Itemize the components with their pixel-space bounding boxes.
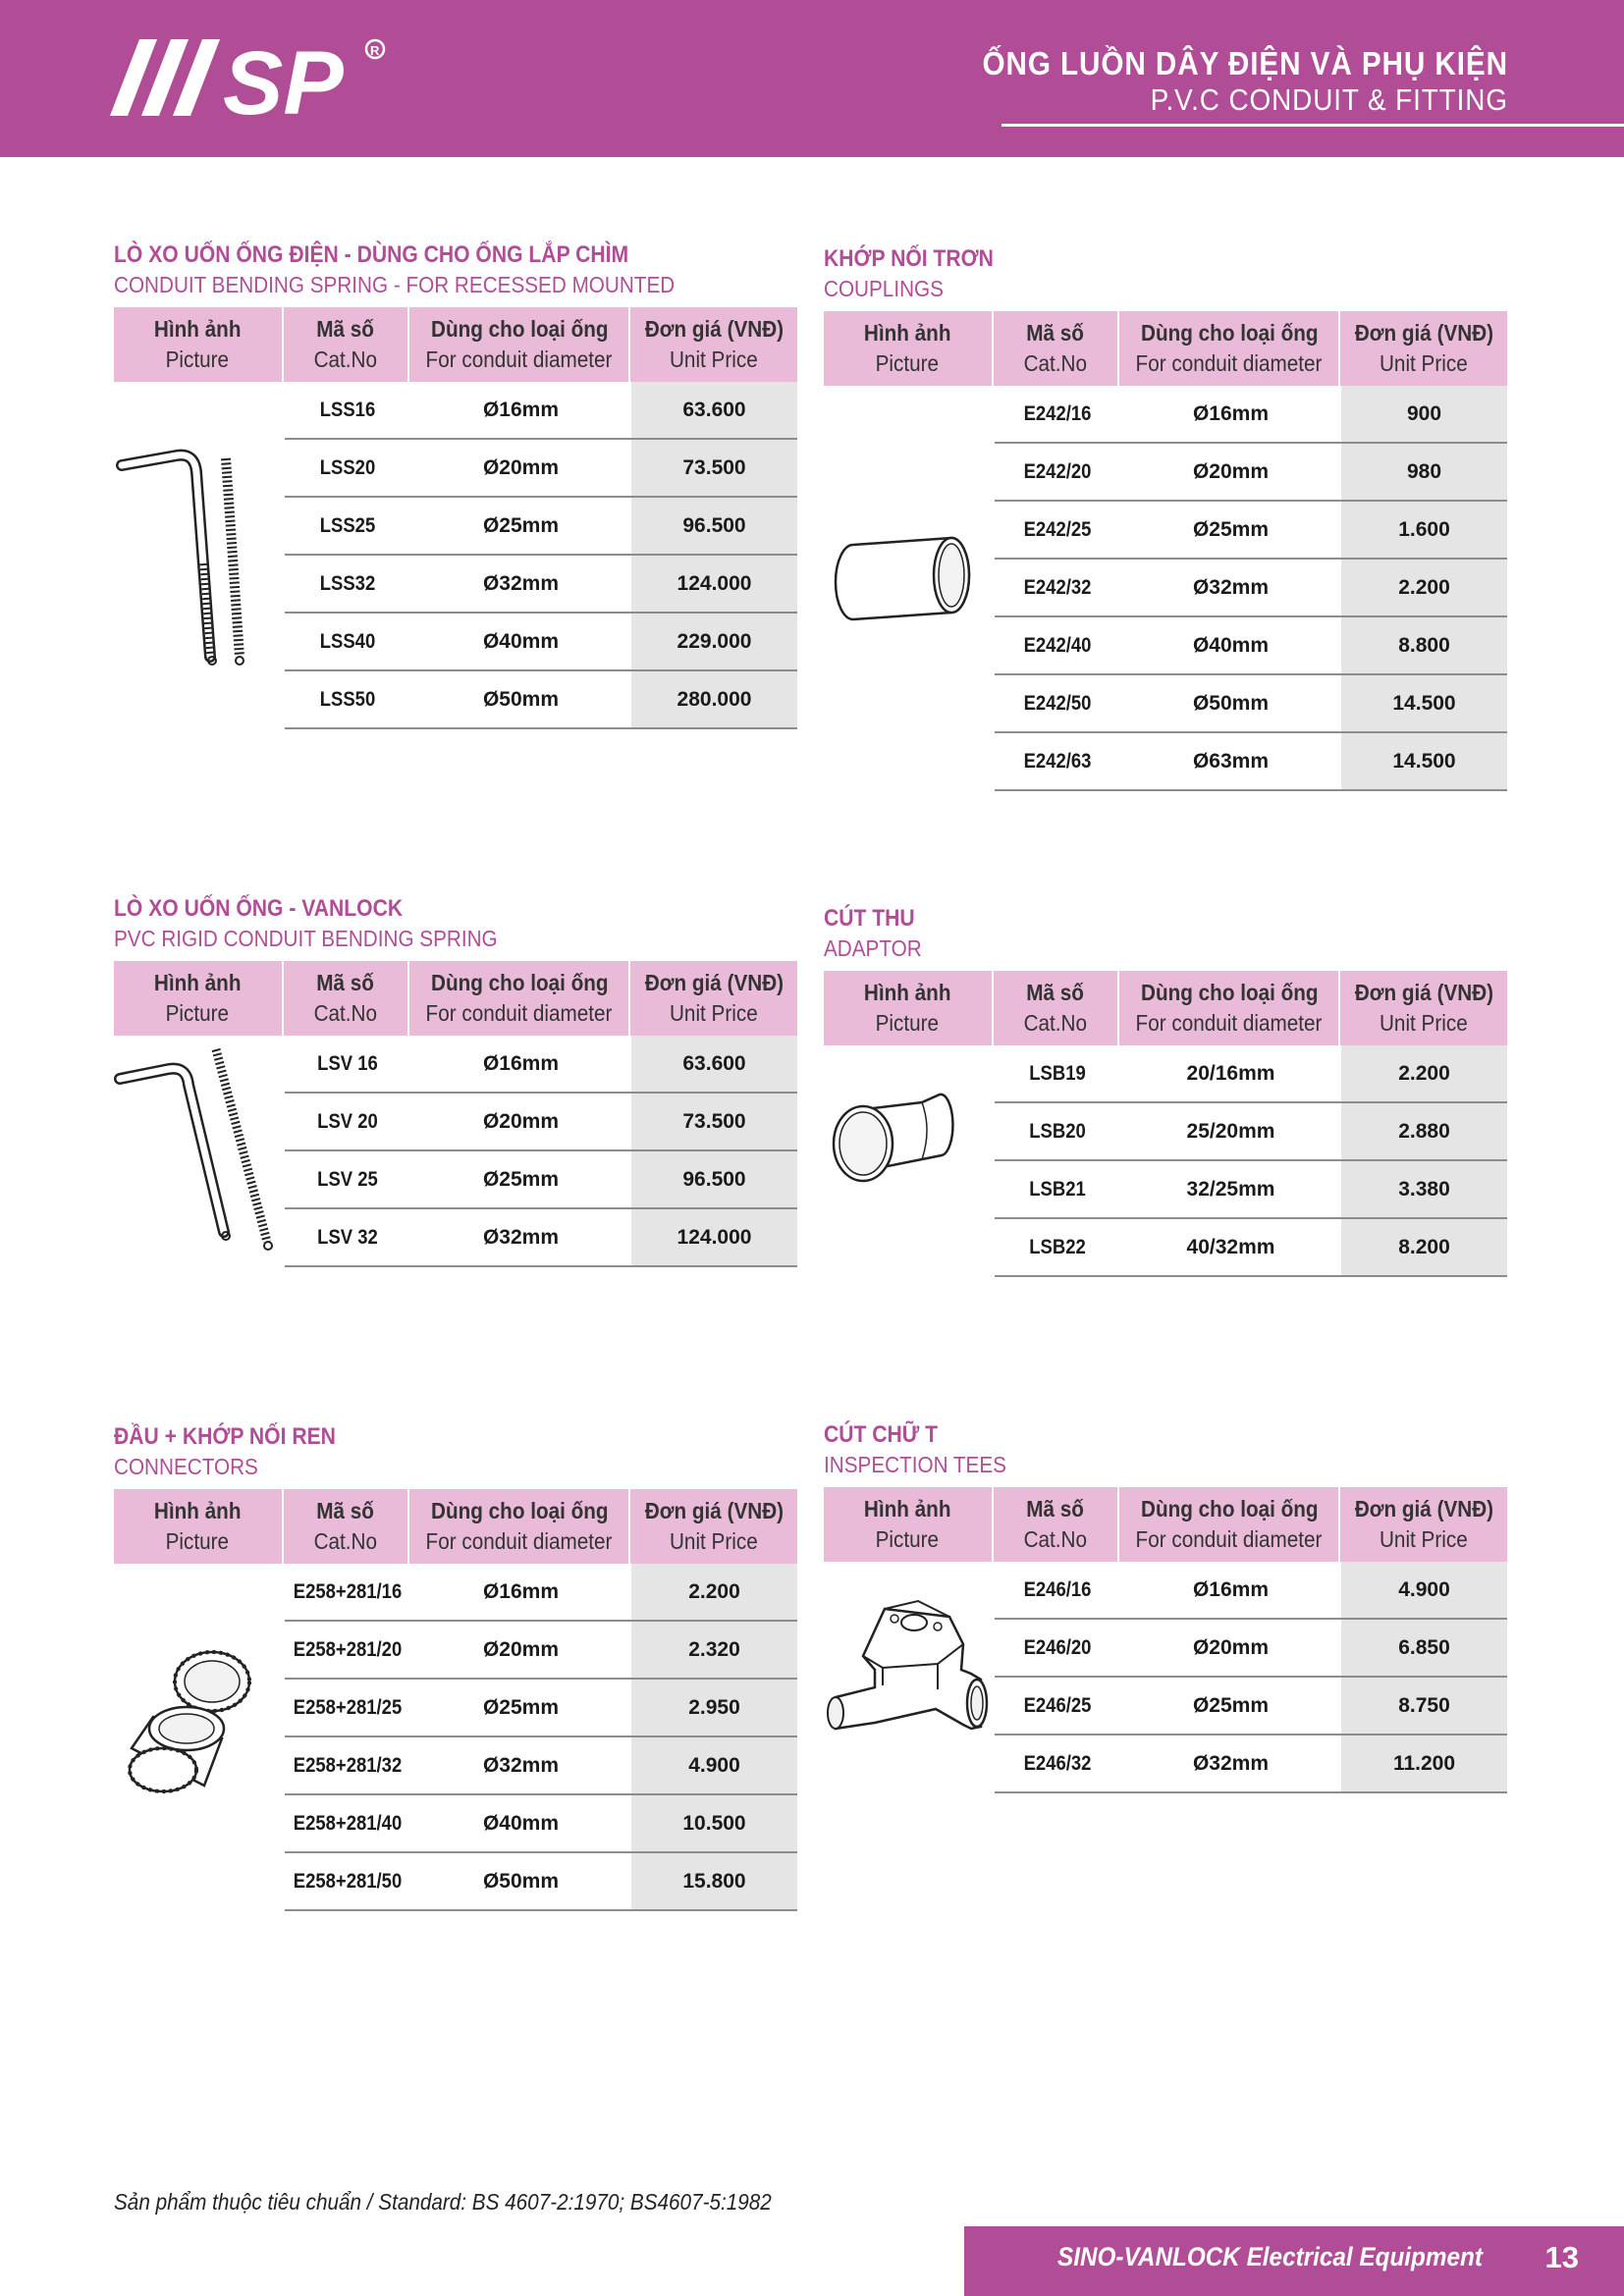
section-title-vi: ĐẦU + KHỚP NỐI REN xyxy=(114,1423,336,1450)
header-title-vi: ỐNG LUỒN DÂY ĐIỆN VÀ PHỤ KIỆN xyxy=(982,45,1508,81)
th-diameter: Dùng cho loại ống For conduit diameter xyxy=(409,307,630,382)
table-rows xyxy=(995,1045,1507,1277)
th-cat-no: Mã số Cat.No xyxy=(284,1489,410,1564)
th-diameter: Dùng cho loại ống For conduit diameter xyxy=(1119,971,1340,1045)
th-picture: Hình ảnh Picture xyxy=(114,1489,284,1564)
svg-text:SP: SP xyxy=(223,33,344,123)
product-picture-adaptor xyxy=(824,1045,995,1277)
th-diameter: Dùng cho loại ống For conduit diameter xyxy=(409,1489,630,1564)
section-title-en: INSPECTION TEES xyxy=(824,1452,1006,1477)
th-diameter: Dùng cho loại ống For conduit diameter xyxy=(1119,1487,1340,1562)
th-picture: Hình ảnh Picture xyxy=(824,1487,994,1562)
section-title-en: COUPLINGS xyxy=(824,276,944,301)
th-unit-price: Đơn giá (VNĐ) Unit Price xyxy=(644,970,784,1026)
table-row: LSB20 25/20mm 2.880 xyxy=(995,1103,1507,1161)
page-number: 13 xyxy=(1544,2240,1579,2274)
table-row: E258+281/16 Ø16mm 2.200 xyxy=(285,1564,797,1622)
table-header xyxy=(824,971,1507,1045)
header-divider xyxy=(1001,124,1624,127)
section-vanlock-bending-spring xyxy=(114,894,797,1267)
product-picture-inspection-tee xyxy=(824,1562,995,1793)
table-row: LSS16 Ø16mm 63.600 xyxy=(285,382,797,440)
header-title-en: P.V.C CONDUIT & FITTING xyxy=(1150,82,1508,117)
table-row: E258+281/40 Ø40mm 10.500 xyxy=(285,1795,797,1853)
table-row: LSV 16 Ø16mm 63.600 xyxy=(285,1036,797,1094)
table-row: LSS32 Ø32mm 124.000 xyxy=(285,556,797,614)
section-title-en: ADAPTOR xyxy=(824,935,922,961)
product-picture-bending-spring xyxy=(114,382,285,729)
table-rows xyxy=(285,1036,797,1267)
table-row: LSS20 Ø20mm 73.500 xyxy=(285,440,797,498)
th-unit-price: Đơn giá (VNĐ) Unit Price xyxy=(644,1498,784,1554)
th-picture: Hình ảnh Picture xyxy=(824,971,994,1045)
price-table xyxy=(114,1489,797,1911)
table-header xyxy=(114,961,797,1036)
table-rows xyxy=(285,382,797,729)
table-rows xyxy=(995,386,1507,791)
th-unit-price: Đơn giá (VNĐ) Unit Price xyxy=(1354,320,1493,376)
header-title xyxy=(924,45,1508,118)
table-row: E242/63 Ø63mm 14.500 xyxy=(995,733,1507,791)
table-header xyxy=(824,1487,1507,1562)
section-adaptor xyxy=(824,904,1507,1277)
table-row: E258+281/50 Ø50mm 15.800 xyxy=(285,1853,797,1911)
table-row: E246/25 Ø25mm 8.750 xyxy=(995,1678,1507,1735)
section-title-vi: KHỚP NỐI TRƠN xyxy=(824,245,994,272)
th-picture: Hình ảnh Picture xyxy=(114,961,284,1036)
table-row: E258+281/25 Ø25mm 2.950 xyxy=(285,1680,797,1737)
standard-note: Sản phẩm thuộc tiêu chuẩn / Standard: BS 4607-2:1970; BS4607-5:1982 xyxy=(114,2189,772,2215)
th-cat-no: Mã số Cat.No xyxy=(284,307,410,382)
table-row: E258+281/32 Ø32mm 4.900 xyxy=(285,1737,797,1795)
svg-text:R: R xyxy=(370,43,380,58)
product-picture-connector xyxy=(114,1564,285,1911)
product-picture-coupling xyxy=(824,386,995,791)
section-title-vi: CÚT CHỮ T xyxy=(824,1421,939,1448)
price-table xyxy=(114,307,797,729)
th-cat-no: Mã số Cat.No xyxy=(994,971,1120,1045)
table-row: E258+281/20 Ø20mm 2.320 xyxy=(285,1622,797,1680)
table-row: LSB19 20/16mm 2.200 xyxy=(995,1045,1507,1103)
page-header xyxy=(0,0,1624,157)
section-title-vi: CÚT THU xyxy=(824,905,915,932)
section-connectors xyxy=(114,1422,797,1911)
page-footer xyxy=(964,2226,1624,2296)
section-inspection-tees xyxy=(824,1420,1507,1793)
table-row: LSS40 Ø40mm 229.000 xyxy=(285,614,797,671)
table-row: E246/16 Ø16mm 4.900 xyxy=(995,1562,1507,1620)
table-row: LSS50 Ø50mm 280.000 xyxy=(285,671,797,729)
table-row: LSV 32 Ø32mm 124.000 xyxy=(285,1209,797,1267)
section-title-en: PVC RIGID CONDUIT BENDING SPRING xyxy=(114,926,498,951)
th-picture: Hình ảnh Picture xyxy=(114,307,284,382)
th-cat-no: Mã số Cat.No xyxy=(994,1487,1120,1562)
table-row: LSV 25 Ø25mm 96.500 xyxy=(285,1151,797,1209)
table-row: E242/20 Ø20mm 980 xyxy=(995,444,1507,502)
th-picture: Hình ảnh Picture xyxy=(824,311,994,386)
th-unit-price: Đơn giá (VNĐ) Unit Price xyxy=(1354,1496,1493,1552)
table-row: LSB21 32/25mm 3.380 xyxy=(995,1161,1507,1219)
table-row: LSB22 40/32mm 8.200 xyxy=(995,1219,1507,1277)
table-row: LSV 20 Ø20mm 73.500 xyxy=(285,1094,797,1151)
price-table xyxy=(824,1487,1507,1793)
table-rows xyxy=(285,1564,797,1911)
table-rows xyxy=(995,1562,1507,1793)
product-picture-vanlock-spring xyxy=(114,1036,285,1267)
price-table xyxy=(114,961,797,1267)
table-row: LSS25 Ø25mm 96.500 xyxy=(285,498,797,556)
table-header xyxy=(824,311,1507,386)
table-header xyxy=(114,1489,797,1564)
section-couplings xyxy=(824,244,1507,791)
th-cat-no: Mã số Cat.No xyxy=(994,311,1120,386)
sp-logo xyxy=(110,29,405,123)
section-title-en: CONDUIT BENDING SPRING - FOR RECESSED MOUNTED xyxy=(114,272,676,297)
table-row: E242/40 Ø40mm 8.800 xyxy=(995,617,1507,675)
th-diameter: Dùng cho loại ống For conduit diameter xyxy=(1119,311,1340,386)
section-title-vi: LÒ XO UỐN ỐNG ĐIỆN - DÙNG CHO ỐNG LẮP CHÌM xyxy=(114,241,629,268)
th-cat-no: Mã số Cat.No xyxy=(284,961,410,1036)
table-row: E242/16 Ø16mm 900 xyxy=(995,386,1507,444)
section-title-vi: LÒ XO UỐN ỐNG - VANLOCK xyxy=(114,895,404,922)
th-unit-price: Đơn giá (VNĐ) Unit Price xyxy=(1354,980,1493,1036)
section-title-en: CONNECTORS xyxy=(114,1454,258,1479)
table-row: E246/20 Ø20mm 6.850 xyxy=(995,1620,1507,1678)
table-row: E242/32 Ø32mm 2.200 xyxy=(995,560,1507,617)
footer-brand: SINO-VANLOCK Electrical Equipment xyxy=(1057,2242,1483,2271)
section-recessed-bending-spring xyxy=(114,240,797,729)
table-header xyxy=(114,307,797,382)
th-unit-price: Đơn giá (VNĐ) Unit Price xyxy=(644,316,784,372)
th-diameter: Dùng cho loại ống For conduit diameter xyxy=(409,961,630,1036)
table-row: E246/32 Ø32mm 11.200 xyxy=(995,1735,1507,1793)
price-table xyxy=(824,971,1507,1277)
table-row: E242/50 Ø50mm 14.500 xyxy=(995,675,1507,733)
price-table xyxy=(824,311,1507,791)
table-row: E242/25 Ø25mm 1.600 xyxy=(995,502,1507,560)
